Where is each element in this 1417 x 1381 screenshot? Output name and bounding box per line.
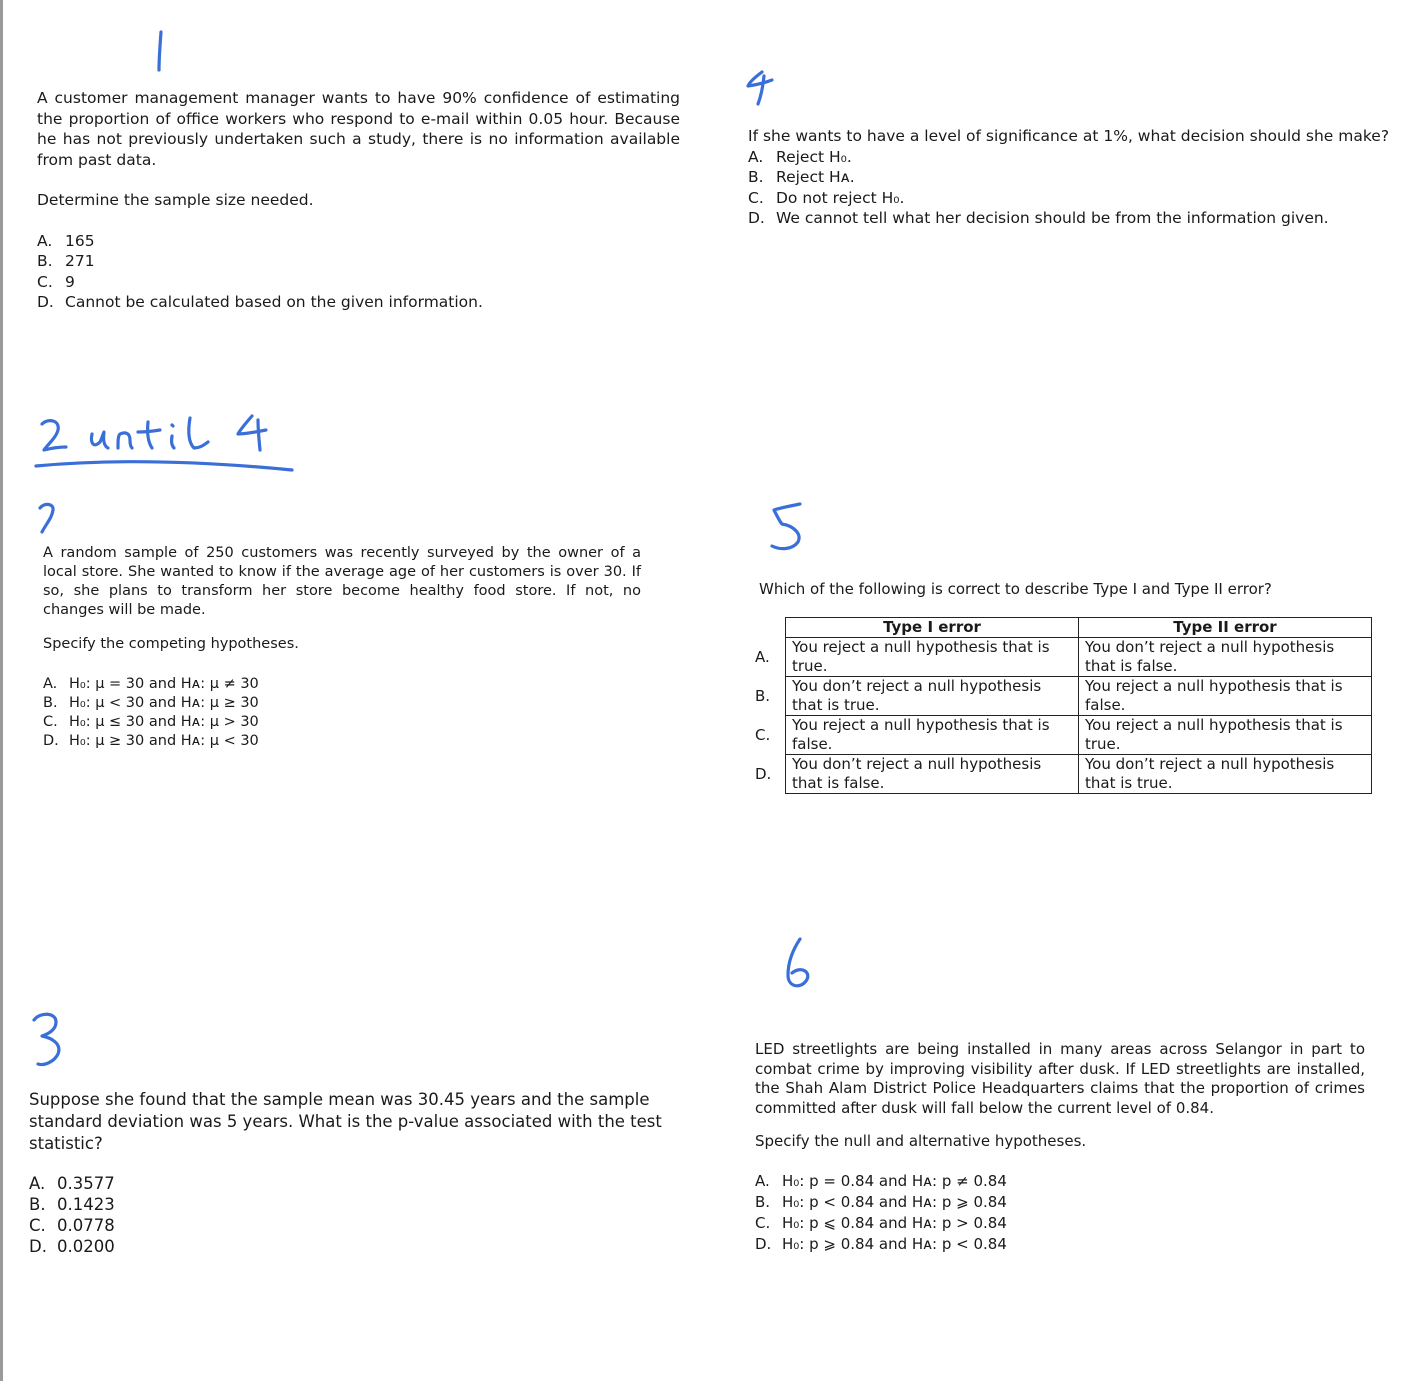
- handwritten-number-6: [778, 935, 818, 995]
- table-row: [755, 638, 1372, 677]
- handwritten-number-5: [764, 498, 808, 558]
- row-letter: D.: [755, 764, 772, 783]
- question-4-stem: If she wants to have a level of significance at 1%, what decision should she make?: [748, 127, 1390, 145]
- window-left-border: [0, 0, 3, 1381]
- table-row: [755, 716, 1372, 755]
- cell-type-2: You reject a null hypothesis that is false.: [1079, 677, 1372, 716]
- question-2-prompt: Specify the competing hypotheses.: [43, 636, 299, 652]
- cell-type-1: You reject a null hypothesis that is true.: [786, 638, 1079, 677]
- question-1-option-c: C. 9: [37, 272, 75, 291]
- question-6-option-b: B. H₀: p < 0.84 and Hᴀ: p ⩾ 0.84: [755, 1192, 1007, 1211]
- row-letter: A.: [755, 647, 770, 666]
- question-4-option-c: C. Do not reject H₀.: [748, 188, 905, 207]
- question-1-option-b: B. 271: [37, 252, 95, 270]
- question-6-option-c: C. H₀: p ⩽ 0.84 and Hᴀ: p > 0.84: [755, 1213, 1007, 1232]
- question-5: [759, 579, 1379, 600]
- question-6-prompt: Specify the null and alternative hypotheses.: [755, 1132, 1087, 1150]
- question-2-option-d: D. H₀: μ ≥ 30 and Hᴀ: μ < 30: [43, 733, 259, 749]
- handwritten-number-2: [36, 500, 66, 536]
- question-1: [37, 88, 680, 313]
- question-3-option-d: D. 0.0200: [29, 1237, 115, 1256]
- table-row: [755, 755, 1372, 794]
- question-2: [43, 544, 641, 751]
- handwritten-number-4: [740, 68, 780, 108]
- cell-type-1: You don’t reject a null hypothesis that is true.: [786, 677, 1079, 716]
- question-3-option-c: C. 0.0778: [29, 1216, 115, 1235]
- question-1-stem: A customer management manager wants to have 90% confidence of estimating the proportion of office workers who respond to e-mail within 0.05 hour. Because he has not previously undertaken such a study, there is no information available from past data.: [37, 89, 680, 169]
- cell-type-1: You reject a null hypothesis that is false.: [786, 716, 1079, 755]
- question-1-option-a: A. 165: [37, 231, 95, 250]
- error-type-table-wrapper: [755, 617, 1372, 794]
- question-1-option-d: D. Cannot be calculated based on the given information.: [37, 293, 483, 311]
- question-2-stem: A random sample of 250 customers was recently surveyed by the owner of a local store. She wanted to know if the average age of her customers is over 30. If so, she plans to transform her store become healthy food store. If not, no changes will be made.: [43, 545, 641, 618]
- cell-type-1: You don’t reject a null hypothesis that is false.: [786, 755, 1079, 794]
- question-4-option-b: B. Reject Hᴀ.: [748, 168, 855, 186]
- question-4-option-a: A. Reject H₀.: [748, 147, 852, 166]
- question-6-stem: LED streetlights are being installed in many areas across Selangor in part to combat crime by improving visibility after dusk. If LED streetlights are installed, the Shah Alam District Police Headquarters claims that the proportion of crimes committed after dusk will fall below the current level of 0.84.: [755, 1040, 1365, 1117]
- row-letter: C.: [755, 725, 771, 744]
- table-row: [755, 677, 1372, 716]
- question-3: [29, 1089, 709, 1257]
- question-1-prompt: Determine the sample size needed.: [37, 191, 314, 209]
- question-2-option-c: C. H₀: μ ≤ 30 and Hᴀ: μ > 30: [43, 714, 259, 730]
- cell-type-2: You reject a null hypothesis that is true.: [1079, 716, 1372, 755]
- cell-type-2: You don’t reject a null hypothesis that is false.: [1079, 638, 1372, 677]
- row-letter: B.: [755, 686, 771, 705]
- header-type-1: Type I error: [786, 618, 1079, 638]
- header-type-2: Type II error: [1079, 618, 1372, 638]
- question-3-option-b: B. 0.1423: [29, 1195, 115, 1214]
- question-6-option-d: D. H₀: p ⩾ 0.84 and Hᴀ: p < 0.84: [755, 1234, 1007, 1253]
- handwritten-number-3: [26, 1006, 72, 1070]
- question-4-option-d: D. We cannot tell what her decision should be from the information given.: [748, 209, 1329, 227]
- cell-type-2: You don’t reject a null hypothesis that is true.: [1079, 755, 1372, 794]
- question-3-option-a: A. 0.3577: [29, 1174, 115, 1193]
- question-5-stem: Which of the following is correct to describe Type I and Type II error?: [759, 580, 1272, 598]
- question-3-stem: Suppose she found that the sample mean was 30.45 years and the sample standard deviation was 5 years. What is the p-value associated with the test statistic?: [29, 1090, 662, 1153]
- table-corner: [755, 618, 786, 638]
- handwritten-number-1: [145, 28, 175, 76]
- question-2-option-a: A. H₀: μ = 30 and Hᴀ: μ ≠ 30: [43, 676, 259, 692]
- question-2-option-b: B. H₀: μ < 30 and Hᴀ: μ ≥ 30: [43, 695, 259, 711]
- question-6-option-a: A. H₀: p = 0.84 and Hᴀ: p ≠ 0.84: [755, 1171, 1007, 1190]
- error-type-table: [755, 617, 1372, 794]
- question-6: [755, 1040, 1365, 1255]
- question-4: [748, 126, 1398, 229]
- handwritten-section-note: [30, 410, 300, 480]
